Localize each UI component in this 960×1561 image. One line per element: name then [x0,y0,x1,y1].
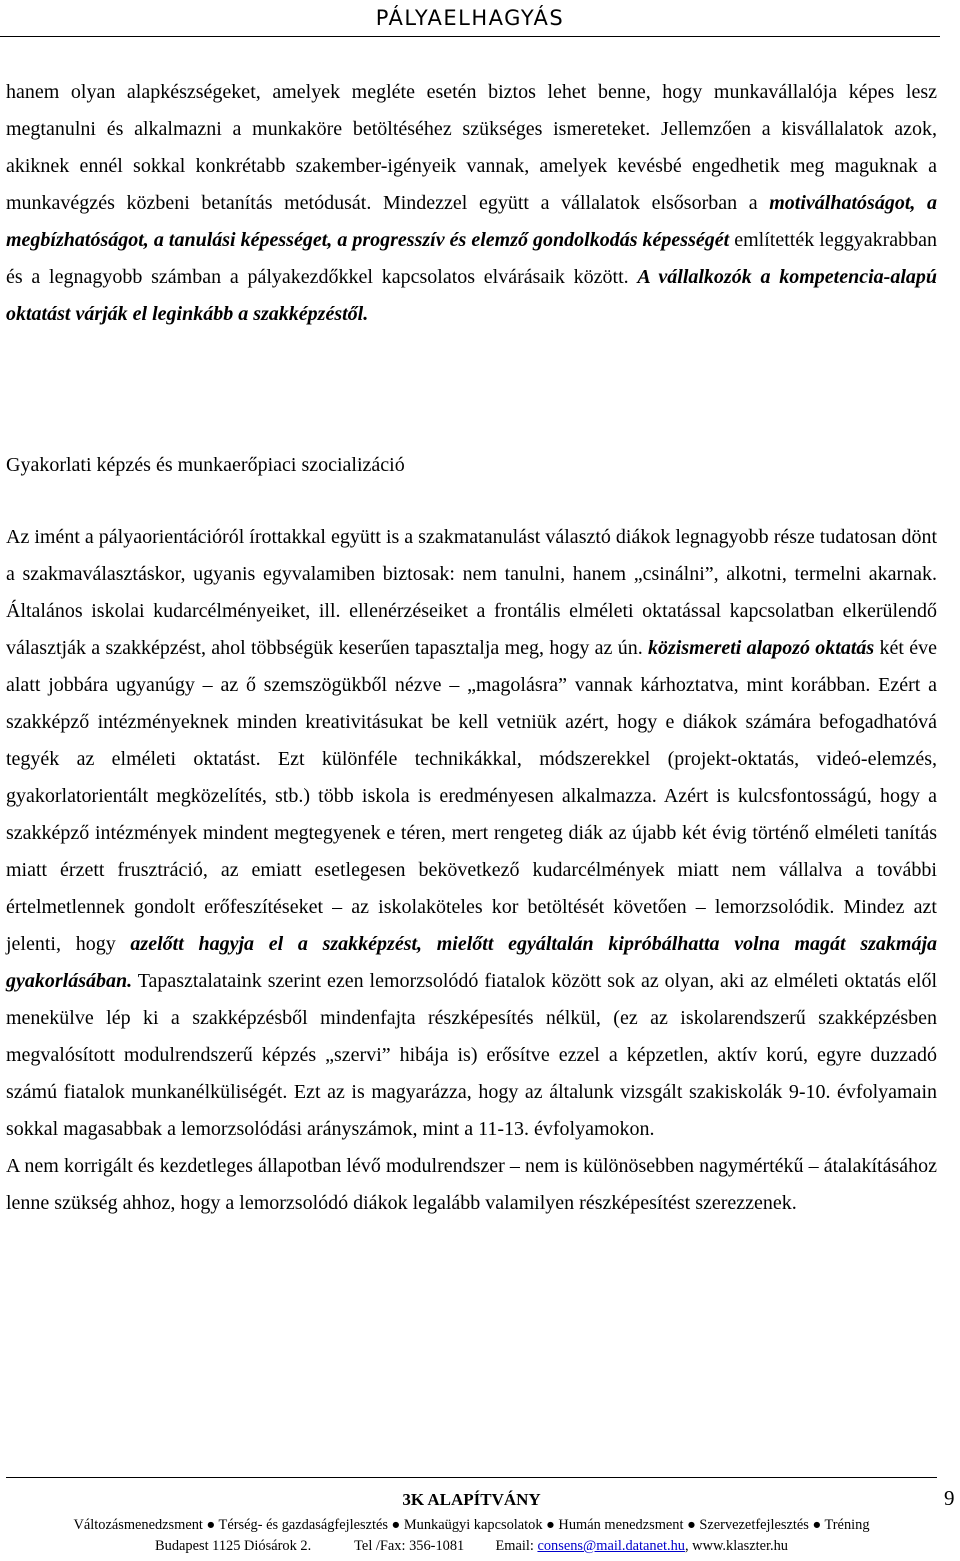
header-title: PÁLYAELHAGYÁS [375,6,565,30]
paragraph-1-emphasis-b: A vállalkozók a kompetencia-alapú oktatást várják el leginkább a szakképzéstől. [6,266,937,325]
section-heading: Gyakorlati képzés és munkaerőpiaci szocializáció [6,454,405,476]
footer-email-link[interactable]: consens@mail.datanet.hu [537,1538,685,1554]
paragraph-2 [6,519,937,1148]
paragraph-1-text-b: említették leggyakrabban és a legnagyobb számban a pályakezdőkkel kapcsolatos elvárásaik között. [6,229,937,288]
paragraph-1-emphasis-a: motiválhatóságot, a megbízhatóságot, a tanulási képességet, a progresszív és elemző gondolkodás képességét [6,192,937,251]
paragraph-2-text-c: Tapasztalataink szerint ezen lemorzsolódó fiatalok között sok az olyan, aki az elméleti oktatás elől menekülve lép ki a szakképzésből mindenfajta részképesítés nélkül, (ez az iskolarendszerű szakképzésben megvalósított modulrendszerű képzés „szervi” hibája is) erősítve ezzel a képzetlen, aktív korú, egyre duzzadó számú fiatalok munkanélküliségét. Ezt az is magyarázza, hogy az általunk vizsgált szakiskolák 9-10. évfolyamain sokkal magasabbak a lemorzsolódási arányszámok, mint a 11-13. évfolyamokon. [6,970,937,1140]
section-body [6,519,937,1222]
page-header [0,0,940,37]
footer-email-label: Email: [495,1538,534,1554]
footer-divider [6,1477,937,1478]
footer-organization: 3K ALAPÍTVÁNY [402,1490,541,1509]
paragraph-2-text-b: két éve alatt jobbára ugyanúgy – az ő szemszögükből nézve – „magolásra” vannak kárhoztatva, mint korábban. Ezért a szakképző intézményeknek minden kreativitásukat be kell vetniük azért, hogy e diákok számára befogadhatóvá tegyék az elméleti oktatást. Ezt különféle technikákkal, módszerekkel (projekt-oktatás, videó-elemzés, gyakorlatorientált megközelítés, stb.) több iskola is eredményesen alkalmazza. Azért is kulcsfontosságú, hogy a szakképző intézmények mindent megtegyenek e téren, mert rengeteg diák az újabb két évig történő elméleti tanítás miatt érzett frusztráció, az emiatt esetlegesen bekövetkező kudarcélmények miatt nem vállalva a további értelmetlennek gondolt erőfeszítéseket – az iskolaköteles kor betöltését követően – lemorzsolódik. Mindez azt jelenti, hogy [6,637,938,955]
footer-services: Változásmenedzsment ● Térség- és gazdaságfejlesztés ● Munkaügyi kapcsolatok ● Humán menedzsment ● Szervezetfejlesztés ● Tréning [73,1517,870,1533]
footer-phone: Tel /Fax: 356-1081 [354,1538,465,1554]
paragraph-1 [6,74,937,333]
page-number: 9 [944,1486,955,1510]
footer-address: Budapest 1125 Diósárok 2. [155,1538,312,1554]
paragraph-2-text-a: Az imént a pályaorientációról írottakkal együtt is a szakmatanulást választó diákok legnagyobb része tudatosan dönt a szakmaválasztáskor, ugyanis egyvalamiben biztosak: nem tanulni, hanem „csinálni”, alkotni, termelni akarnak. Általános iskolai kudarcélményeiket, ill. ellenérzéseiket a frontális elméleti oktatással kapcsolatban elkerülendő választják a szakképzést, ahol többségük keserűen tapasztalja meg, hogy az ún. [6,526,937,659]
paragraph-3: A nem korrigált és kezdetleges állapotban lévő modulrendszer – nem is különösebben nagymértékű – átalakításához lenne szükség ahhoz, hogy a lemorzsolódó diákok legalább valamilyen részképesítést szerezzenek. [6,1155,937,1214]
paragraph-2-emphasis-a: közismereti alapozó oktatás [648,637,875,659]
footer-contact [6,1537,937,1555]
paragraph-1-text-a: hanem olyan alapkészségeket, amelyek megléte esetén biztos lehet benne, hogy munkavállalója képes lesz megtanulni és alkalmazni a munkaköre betöltéséhez szükséges ismereteket. Jellemzően a kisvállalatok azok, akiknek ennél sokkal konkrétabb szakember-igényeik vannak, amelyek kevésbé engedhetik meg maguknak a munkavégzés közbeni betanítás metódusát. Mindezzel együtt a vállalatok elsősorban a [6,81,937,214]
paragraph-2-emphasis-b: azelőtt hagyja el a szakképzést, mielőtt egyáltalán kipróbálhatta volna magát szakmája gyakorlásában. [6,933,938,992]
footer-web: , www.klaszter.hu [684,1538,788,1554]
